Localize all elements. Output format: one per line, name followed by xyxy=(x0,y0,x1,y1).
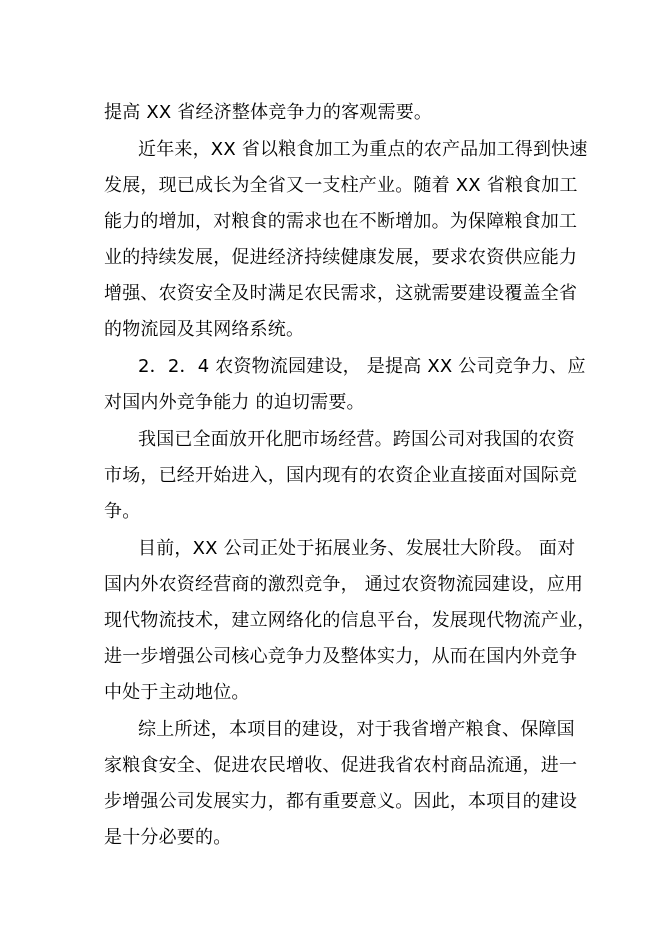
text-line: 现代物流技术，建立网络化的信息平台，发展现代物流产业， xyxy=(104,610,596,631)
text-line: 增强、农资安全及时满足农民需求，这就需要建设覆盖全省 xyxy=(104,283,578,304)
paragraph-2-line-1: 我国已全面放开化肥市场经营。跨国公司对我国的农资 xyxy=(138,429,575,450)
text-line: 家粮食安全、促进农民增收、促进我省农村商品流通，进一 xyxy=(104,755,578,776)
section-heading-2-2-4: 2．2．4 农资物流园建设， 是提高 XX 公司竞争力、应 xyxy=(138,356,586,377)
paragraph-1-line-1: 近年来，XX 省以粮食加工为重点的农产品加工得到快速 xyxy=(138,139,588,160)
text-line: 步增强公司发展实力，都有重要意义。因此，本项目的建设 xyxy=(104,791,578,812)
paragraph-3-line-1: 目前，XX 公司正处于拓展业务、发展壮大阶段。 面对 xyxy=(138,538,576,559)
section-heading-continued: 对国内外竞争能力 的迫切需要。 xyxy=(104,392,365,413)
text-line: 争。 xyxy=(104,501,141,522)
paragraph-4-line-1: 综上所述，本项目的建设，对于我省增产粮食、保障国 xyxy=(138,719,575,740)
text-line: 提高 XX 省经济整体竞争力的客观需要。 xyxy=(104,102,433,123)
text-line: 是十分必要的。 xyxy=(104,827,232,848)
text-line: 业的持续发展，促进经济持续健康发展，要求农资供应能力 xyxy=(104,247,578,268)
text-line: 市场，已经开始进入，国内现有的农资企业直接面对国际竞 xyxy=(104,465,578,486)
text-line: 发展，现已成长为全省又一支柱产业。随着 XX 省粮食加工 xyxy=(104,175,578,196)
text-line: 中处于主动地位。 xyxy=(104,682,250,703)
text-line: 进一步增强公司核心竞争力及整体实力，从而在国内外竞争 xyxy=(104,646,578,667)
text-line: 的物流园及其网络系统。 xyxy=(104,319,305,340)
text-line: 国内外农资经营商的激烈竞争， 通过农资物流园建设，应用 xyxy=(104,574,584,595)
text-line: 能力的增加，对粮食的需求也在不断增加。为保障粮食加工 xyxy=(104,211,578,232)
